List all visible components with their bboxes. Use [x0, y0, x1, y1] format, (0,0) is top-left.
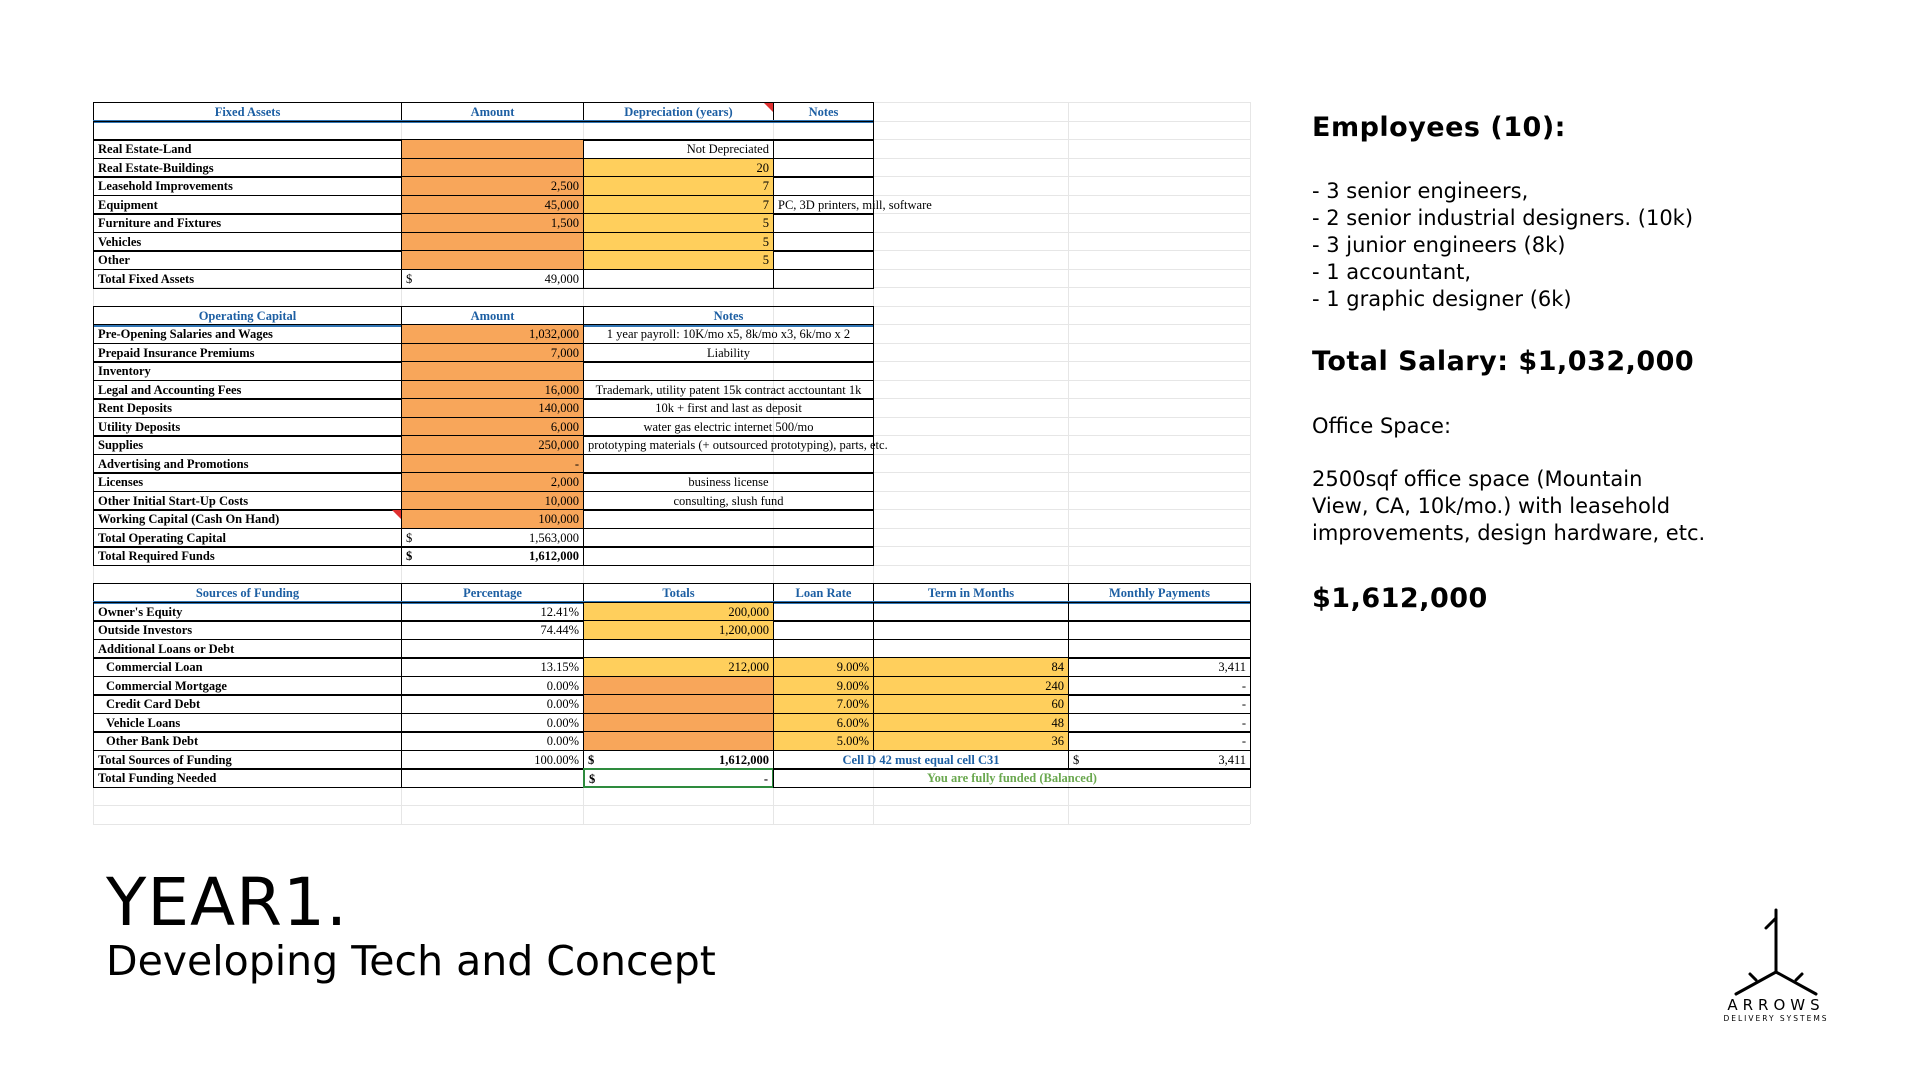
- percentage-cell[interactable]: 0.00%: [401, 731, 584, 751]
- row-label[interactable]: Total Required Funds: [93, 546, 402, 566]
- note-cell[interactable]: [773, 158, 874, 178]
- loan-rate-input[interactable]: 9.00%: [773, 676, 874, 696]
- term-input[interactable]: 240: [873, 676, 1069, 696]
- column-header[interactable]: Totals: [583, 583, 774, 603]
- column-header[interactable]: Notes: [773, 102, 874, 122]
- term-input[interactable]: [873, 620, 1069, 640]
- note-cell[interactable]: [773, 139, 874, 159]
- note-cell[interactable]: water gas electric internet 500/mo: [583, 417, 874, 437]
- funding-status[interactable]: You are fully funded (Balanced): [773, 768, 1251, 788]
- cell-value: 3,411: [1218, 753, 1246, 767]
- column-header[interactable]: Sources of Funding: [93, 583, 402, 603]
- employees-heading: Employees (10):: [1312, 112, 1566, 143]
- percentage-cell[interactable]: [401, 639, 584, 659]
- totals-input[interactable]: [583, 694, 774, 714]
- total-operating-capital[interactable]: [401, 528, 584, 548]
- dollar-sign: $: [1073, 753, 1080, 767]
- row-label[interactable]: Owner's Equity: [93, 602, 402, 622]
- row-label[interactable]: Commercial Mortgage: [93, 676, 402, 696]
- percentage-cell[interactable]: 0.00%: [401, 676, 584, 696]
- row-label[interactable]: Utility Deposits: [93, 417, 402, 437]
- office-line: View, CA, 10k/mo.) with leasehold: [1312, 494, 1671, 518]
- row-label[interactable]: Working Capital (Cash On Hand): [93, 509, 402, 529]
- cell-value: -: [763, 772, 768, 786]
- amount-input[interactable]: 6,000: [401, 417, 584, 437]
- office-space-description: [1312, 466, 1705, 547]
- monthly-payment-cell[interactable]: [1068, 602, 1251, 622]
- depreciation-input[interactable]: 20: [583, 158, 774, 178]
- term-input[interactable]: [873, 602, 1069, 622]
- amount-input[interactable]: 1,500: [401, 213, 584, 233]
- note-cell[interactable]: Liability: [583, 343, 874, 363]
- monthly-payment-cell[interactable]: -: [1068, 694, 1251, 714]
- total-fixed-assets[interactable]: [401, 269, 584, 289]
- depreciation-input[interactable]: 7: [583, 195, 774, 215]
- percentage-cell[interactable]: 0.00%: [401, 694, 584, 714]
- totals-input[interactable]: [583, 676, 774, 696]
- row-label[interactable]: Pre-Opening Salaries and Wages: [93, 324, 402, 344]
- percentage-cell[interactable]: 100.00%: [401, 750, 584, 770]
- row-label[interactable]: Vehicles: [93, 232, 402, 252]
- column-header[interactable]: Operating Capital: [93, 306, 402, 326]
- row-label[interactable]: Real Estate-Land: [93, 139, 402, 159]
- loan-rate-input[interactable]: [773, 602, 874, 622]
- percentage-cell[interactable]: 13.15%: [401, 657, 584, 677]
- note-cell[interactable]: 10k + first and last as deposit: [583, 398, 874, 418]
- slide-title: YEAR1.: [106, 864, 348, 941]
- monthly-payment-cell[interactable]: [1068, 639, 1251, 659]
- column-header[interactable]: Fixed Assets: [93, 102, 402, 122]
- amount-input[interactable]: 45,000: [401, 195, 584, 215]
- row-label[interactable]: Inventory: [93, 361, 402, 381]
- row-label[interactable]: Prepaid Insurance Premiums: [93, 343, 402, 363]
- employee-item: - 3 junior engineers (8k): [1312, 233, 1566, 257]
- totals-input[interactable]: [583, 713, 774, 733]
- row-label[interactable]: Rent Deposits: [93, 398, 402, 418]
- note-cell[interactable]: [773, 176, 874, 196]
- dollar-sign: $: [589, 772, 596, 786]
- empty-cell[interactable]: [583, 546, 874, 566]
- loan-rate-input[interactable]: 6.00%: [773, 713, 874, 733]
- note-cell[interactable]: [583, 361, 874, 381]
- amount-input[interactable]: 250,000: [401, 435, 584, 455]
- amount-input[interactable]: 2,500: [401, 176, 584, 196]
- totals-input[interactable]: 1,200,000: [583, 620, 774, 640]
- term-input[interactable]: [873, 639, 1069, 659]
- note-cell[interactable]: Trademark, utility patent 15k contract acctountant 1k: [583, 380, 874, 400]
- monthly-payment-cell[interactable]: -: [1068, 713, 1251, 733]
- employee-item: - 1 accountant,: [1312, 260, 1472, 284]
- depreciation-input[interactable]: 7: [583, 176, 774, 196]
- employee-item: - 1 graphic designer (6k): [1312, 287, 1572, 311]
- empty-cell[interactable]: [583, 528, 874, 548]
- depreciation-input[interactable]: 5: [583, 232, 774, 252]
- loan-rate-input[interactable]: [773, 639, 874, 659]
- employee-item: - 2 senior industrial designers. (10k): [1312, 206, 1694, 230]
- amount-input[interactable]: 16,000: [401, 380, 584, 400]
- row-label[interactable]: Furniture and Fixtures: [93, 213, 402, 233]
- amount-input[interactable]: [401, 232, 584, 252]
- loan-rate-input[interactable]: 5.00%: [773, 731, 874, 751]
- row-label[interactable]: Total Sources of Funding: [93, 750, 402, 770]
- amount-input[interactable]: 1,032,000: [401, 324, 584, 344]
- slide-subtitle: Developing Tech and Concept: [106, 937, 716, 985]
- logo-name: ARROWS: [1727, 996, 1825, 1014]
- cell-value: 1,612,000: [529, 549, 579, 563]
- total-sources-of-funding[interactable]: [583, 750, 774, 770]
- percentage-cell[interactable]: 12.41%: [401, 602, 584, 622]
- employee-item: - 3 senior engineers,: [1312, 179, 1529, 203]
- row-label[interactable]: Total Operating Capital: [93, 528, 402, 548]
- comment-indicator-icon[interactable]: [764, 103, 773, 112]
- totals-input[interactable]: 200,000: [583, 602, 774, 622]
- percentage-cell[interactable]: 74.44%: [401, 620, 584, 640]
- term-input[interactable]: 48: [873, 713, 1069, 733]
- amount-input[interactable]: [401, 250, 584, 270]
- total-monthly-payment[interactable]: [1068, 750, 1251, 770]
- empty-cell[interactable]: [401, 768, 584, 788]
- total-required-funds[interactable]: [401, 546, 584, 566]
- gridline: [93, 805, 1250, 806]
- row-label[interactable]: Real Estate-Buildings: [93, 158, 402, 178]
- total-salary-heading: Total Salary: $1,032,000: [1312, 346, 1695, 377]
- cell-value: 1,563,000: [529, 531, 579, 545]
- amount-input[interactable]: -: [401, 454, 584, 474]
- note-cell[interactable]: [773, 232, 874, 252]
- note-cell[interactable]: business license: [583, 472, 874, 492]
- note-cell[interactable]: PC, 3D printers, mill, software: [773, 195, 874, 215]
- loan-rate-input[interactable]: [773, 620, 874, 640]
- percentage-cell[interactable]: 0.00%: [401, 713, 584, 733]
- note-cell[interactable]: [773, 250, 874, 270]
- cell-value: 1,612,000: [719, 753, 769, 767]
- row-label[interactable]: Equipment: [93, 195, 402, 215]
- spreadsheet: [93, 102, 1250, 817]
- amount-input[interactable]: 140,000: [401, 398, 584, 418]
- check-note[interactable]: Cell D 42 must equal cell C31: [773, 750, 1069, 770]
- row-label[interactable]: Legal and Accounting Fees: [93, 380, 402, 400]
- row-label[interactable]: Other Initial Start-Up Costs: [93, 491, 402, 511]
- column-header[interactable]: Percentage: [401, 583, 584, 603]
- row-label[interactable]: Supplies: [93, 435, 402, 455]
- totals-input[interactable]: 212,000: [583, 657, 774, 677]
- total-funding-needed[interactable]: [583, 768, 774, 788]
- note-cell[interactable]: prototyping materials (+ outsourced prototyping), parts, etc.: [583, 435, 874, 455]
- empty-cell[interactable]: [583, 269, 774, 289]
- column-header[interactable]: Amount: [401, 306, 584, 326]
- row-label[interactable]: Vehicle Loans: [93, 713, 402, 733]
- amount-input[interactable]: 2,000: [401, 472, 584, 492]
- row-label[interactable]: Credit Card Debt: [93, 694, 402, 714]
- monthly-payment-cell[interactable]: [1068, 620, 1251, 640]
- gridline: [93, 824, 1250, 825]
- office-line: 2500sqf office space (Mountain: [1312, 467, 1643, 491]
- amount-input[interactable]: 100,000: [401, 509, 584, 529]
- loan-rate-input[interactable]: 7.00%: [773, 694, 874, 714]
- monthly-payment-cell[interactable]: -: [1068, 676, 1251, 696]
- row-label[interactable]: Other Bank Debt: [93, 731, 402, 751]
- row-label[interactable]: Additional Loans or Debt: [93, 639, 402, 659]
- amount-input[interactable]: [401, 139, 584, 159]
- depreciation-input[interactable]: 5: [583, 213, 774, 233]
- dollar-sign: $: [406, 272, 413, 286]
- depreciation-input[interactable]: Not Depreciated: [583, 139, 774, 159]
- amount-input[interactable]: 7,000: [401, 343, 584, 363]
- row-label[interactable]: Leasehold Improvements: [93, 176, 402, 196]
- term-input[interactable]: 84: [873, 657, 1069, 677]
- monthly-payment-cell[interactable]: 3,411: [1068, 657, 1251, 677]
- monthly-payment-cell[interactable]: -: [1068, 731, 1251, 751]
- column-header[interactable]: Notes: [583, 306, 874, 326]
- loan-rate-input[interactable]: 9.00%: [773, 657, 874, 677]
- dollar-sign: $: [406, 549, 413, 563]
- term-input[interactable]: 36: [873, 731, 1069, 751]
- amount-input[interactable]: [401, 361, 584, 381]
- totals-input[interactable]: [583, 731, 774, 751]
- row-label[interactable]: Total Funding Needed: [93, 768, 402, 788]
- amount-input[interactable]: [401, 158, 584, 178]
- totals-input[interactable]: [583, 639, 774, 659]
- total-funds-amount: $1,612,000: [1312, 583, 1488, 614]
- column-header[interactable]: Loan Rate: [773, 583, 874, 603]
- note-cell[interactable]: [583, 454, 874, 474]
- note-cell[interactable]: [773, 213, 874, 233]
- note-cell[interactable]: consulting, slush fund: [583, 491, 874, 511]
- amount-input[interactable]: 10,000: [401, 491, 584, 511]
- column-header[interactable]: Depreciation (years): [583, 102, 774, 122]
- column-header[interactable]: Monthly Payments: [1068, 583, 1251, 603]
- spacer-row: [93, 121, 874, 141]
- dollar-sign: $: [588, 753, 595, 767]
- column-header[interactable]: Term in Months: [873, 583, 1069, 603]
- row-label[interactable]: Advertising and Promotions: [93, 454, 402, 474]
- row-label[interactable]: Outside Investors: [93, 620, 402, 640]
- office-space-label: Office Space:: [1312, 414, 1452, 438]
- row-label[interactable]: Total Fixed Assets: [93, 269, 402, 289]
- employee-list: [1312, 178, 1693, 313]
- cell-value: 49,000: [544, 272, 579, 286]
- term-input[interactable]: 60: [873, 694, 1069, 714]
- note-cell[interactable]: [583, 509, 874, 529]
- comment-indicator-icon[interactable]: [392, 510, 401, 519]
- office-line: improvements, design hardware, etc.: [1312, 521, 1706, 545]
- depreciation-input[interactable]: 5: [583, 250, 774, 270]
- row-label[interactable]: Licenses: [93, 472, 402, 492]
- row-label[interactable]: Commercial Loan: [93, 657, 402, 677]
- dollar-sign: $: [406, 531, 413, 545]
- note-cell[interactable]: 1 year payroll: 10K/mo x5, 8k/mo x3, 6k/mo x 2: [583, 324, 874, 344]
- row-label[interactable]: Other: [93, 250, 402, 270]
- column-header[interactable]: Amount: [401, 102, 584, 122]
- empty-cell[interactable]: [773, 269, 874, 289]
- logo-tagline: DELIVERY SYSTEMS: [1723, 1014, 1829, 1023]
